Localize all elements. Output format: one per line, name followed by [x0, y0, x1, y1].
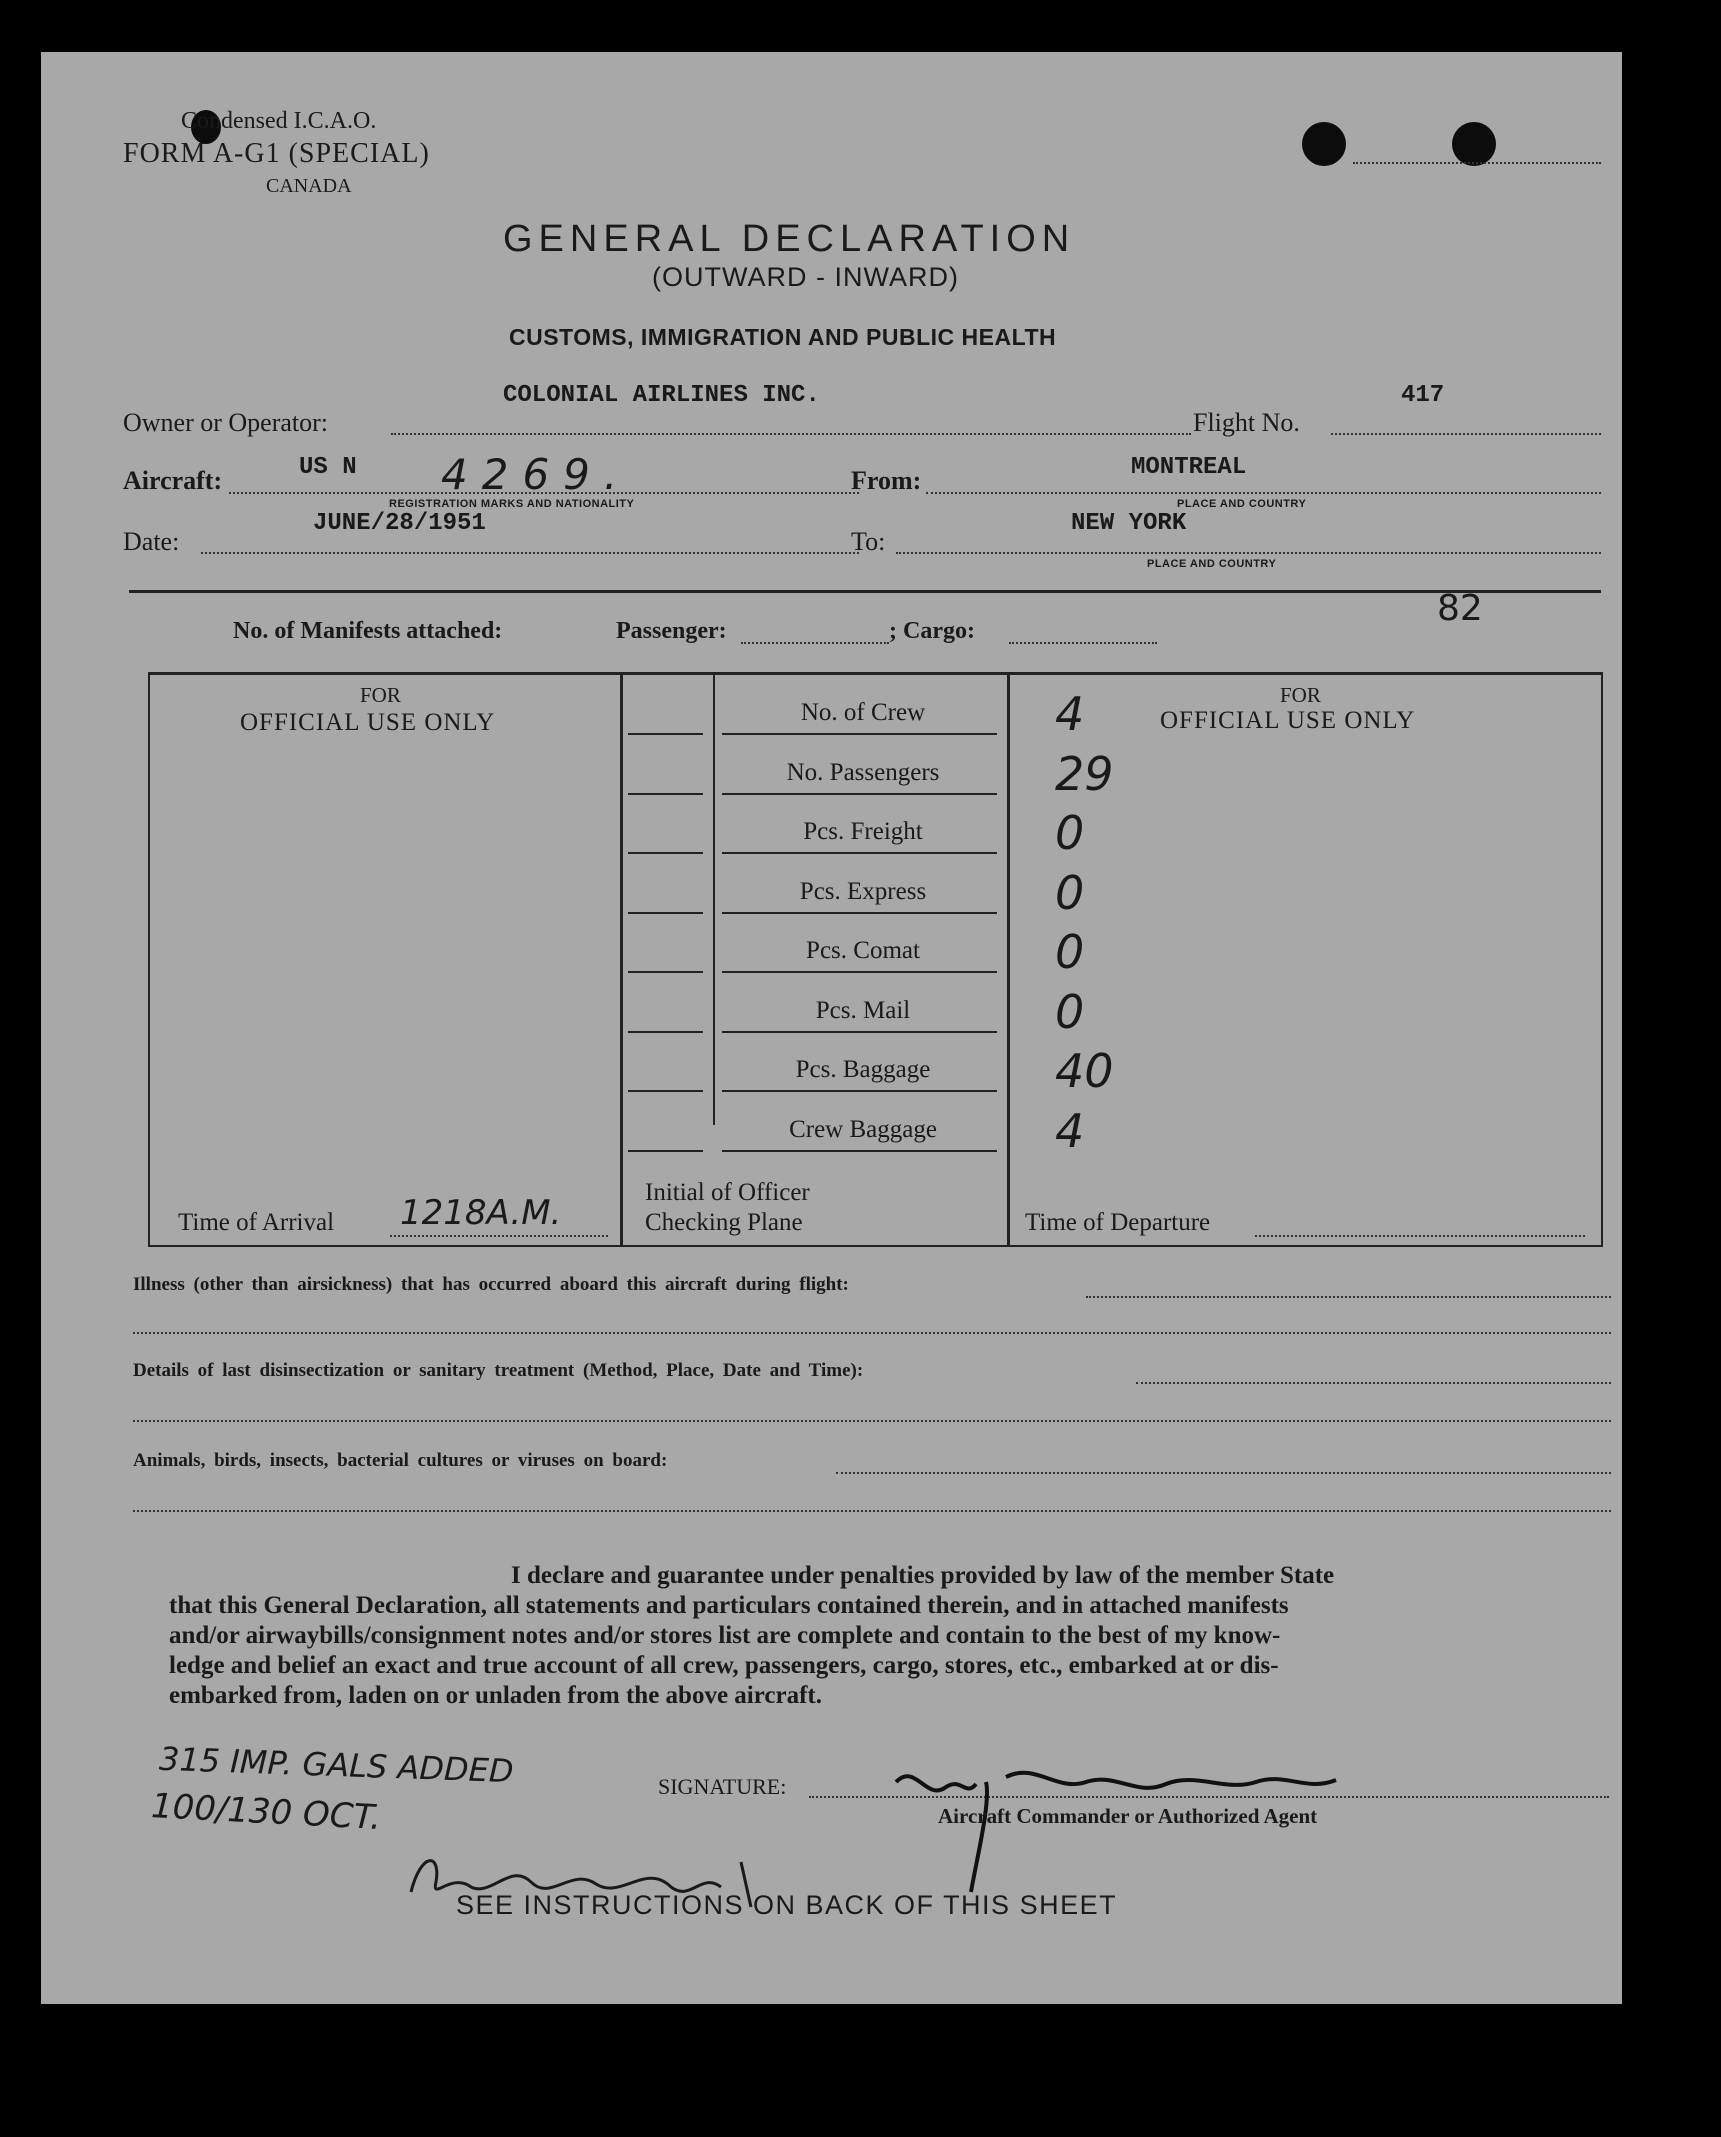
left-official-head-2: OFFICIAL USE ONLY	[240, 709, 496, 736]
signature-label: SIGNATURE:	[658, 1774, 787, 1799]
aircraft-number: 4269.	[441, 450, 632, 499]
row-value: 0	[1055, 984, 1085, 1039]
row-underline	[722, 912, 997, 914]
row-underline	[722, 1150, 997, 1152]
animals-line-1	[836, 1472, 1611, 1474]
disinsect-line-2	[133, 1420, 1611, 1422]
declaration-line-2: that this General Declaration, all statements and particulars contained therein, and in attached manifests	[169, 1592, 1289, 1619]
row-label: Crew Baggage	[789, 1115, 937, 1143]
right-official-head-1: FOR	[1280, 683, 1321, 707]
declaration-line-3: and/or airwaybills/consignment notes and/or stores list are complete and contain to the best of my know-	[169, 1622, 1281, 1649]
row-underline	[722, 733, 997, 735]
punch-hole-right-1	[1302, 122, 1346, 166]
to-value: NEW YORK	[1071, 510, 1187, 537]
from-value: MONTREAL	[1131, 454, 1247, 481]
row-short-line	[628, 793, 703, 795]
table-divider-2	[713, 675, 715, 1125]
row-underline	[722, 1090, 997, 1092]
top-right-dotted-line	[1353, 162, 1601, 164]
page-subheading: CUSTOMS, IMMIGRATION AND PUBLIC HEALTH	[509, 324, 1057, 350]
punch-hole-right-2	[1452, 122, 1496, 166]
date-label: Date:	[123, 527, 180, 556]
illness-line-1	[1086, 1296, 1611, 1298]
arrival-value: 1218A.M.	[400, 1193, 562, 1233]
animals-question: Animals, birds, insects, bacterial cultures or viruses on board:	[133, 1450, 668, 1471]
form-header-line-3: CANADA	[266, 175, 352, 197]
cargo-table	[148, 672, 1603, 1247]
row-underline	[722, 852, 997, 854]
fuel-note-1: 315 IMP. GALS ADDED	[158, 1739, 515, 1791]
table-divider-1	[620, 675, 623, 1245]
owner-label: Owner or Operator:	[123, 408, 329, 437]
row-value: 4	[1055, 687, 1085, 741]
row-underline	[722, 793, 997, 795]
table-divider-3	[1007, 675, 1010, 1245]
row-underline	[722, 971, 997, 973]
declaration-line-4: ledge and belief an exact and true account of all crew, passengers, cargo, stores, etc., embarked at or dis-	[169, 1652, 1279, 1679]
signature-caption: Aircraft Commander or Authorized Agent	[938, 1804, 1318, 1828]
arrival-line	[390, 1235, 608, 1237]
row-underline	[722, 1031, 997, 1033]
row-label: No. Passengers	[786, 758, 940, 786]
row-short-line	[628, 1031, 703, 1033]
row-label: Pcs. Freight	[803, 818, 923, 845]
aircraft-caption: REGISTRATION MARKS AND NATIONALITY	[389, 498, 635, 510]
cargo-manifest-label: ; Cargo:	[889, 618, 975, 644]
declaration-sheet	[41, 52, 1622, 2004]
row-short-line	[628, 733, 703, 735]
illness-question: Illness (other than airsickness) that has occurred aboard this aircraft during flight:	[133, 1274, 849, 1295]
row-value: 0	[1055, 865, 1085, 920]
aircraft-prefix: US N	[299, 454, 357, 481]
row-value: 29	[1055, 746, 1114, 801]
page-title: GENERAL DECLARATION	[503, 218, 1076, 260]
declaration-line-1: I declare and guarantee under penalties provided by law of the member State	[511, 1562, 1335, 1589]
row-value: 0	[1055, 925, 1085, 979]
flight-value: 417	[1401, 382, 1445, 409]
departure-line	[1255, 1235, 1585, 1237]
animals-line-2	[133, 1510, 1611, 1512]
row-value: 0	[1055, 806, 1085, 860]
flight-label: Flight No.	[1193, 408, 1300, 437]
from-label: From:	[851, 466, 922, 495]
page-subtitle: (OUTWARD - INWARD)	[652, 262, 959, 292]
row-label: Pcs. Mail	[815, 996, 911, 1024]
form-header-line-2: FORM A-G1 (SPECIAL)	[123, 138, 430, 169]
from-line	[926, 492, 1601, 494]
footer-instructions: SEE INSTRUCTIONS ON BACK OF THIS SHEET	[456, 1890, 1118, 1920]
row-label: Pcs. Express	[799, 877, 927, 905]
fuel-note-2: 100/130 OCT.	[150, 1786, 382, 1838]
disinsect-line-1	[1136, 1382, 1611, 1384]
to-line	[896, 552, 1601, 554]
officer-label-1: Initial of Officer	[645, 1179, 810, 1206]
row-short-line	[628, 912, 703, 914]
owner-line	[391, 433, 1191, 435]
illness-line-2	[133, 1332, 1611, 1334]
row-short-line	[628, 1150, 703, 1152]
header-divider	[129, 590, 1601, 593]
row-value: 4	[1055, 1103, 1085, 1158]
row-label: Pcs. Comat	[806, 937, 920, 964]
row-label: No. of Crew	[800, 699, 926, 726]
aircraft-label: Aircraft:	[123, 466, 223, 495]
flight-line	[1331, 433, 1601, 435]
row-short-line	[628, 852, 703, 854]
to-label: To:	[851, 527, 886, 556]
row-label: Pcs. Baggage	[795, 1056, 931, 1083]
arrival-label: Time of Arrival	[178, 1209, 335, 1236]
passenger-manifest-label: Passenger:	[616, 618, 727, 644]
from-caption: PLACE AND COUNTRY	[1177, 498, 1307, 510]
owner-value: COLONIAL AIRLINES INC.	[503, 382, 820, 409]
left-official-head-1: FOR	[360, 683, 401, 707]
form-header-line-1: Condensed I.C.A.O.	[181, 108, 377, 134]
disinsect-question: Details of last disinsectization or sanitary treatment (Method, Place, Date and Time):	[133, 1360, 864, 1381]
date-line	[201, 552, 859, 554]
row-short-line	[628, 1090, 703, 1092]
right-official-head-2: OFFICIAL USE ONLY	[1160, 707, 1416, 734]
row-short-line	[628, 971, 703, 973]
officer-label-2: Checking Plane	[645, 1209, 803, 1236]
departure-label: Time of Departure	[1025, 1209, 1211, 1236]
row-value: 40	[1055, 1044, 1114, 1098]
cargo-manifest-line	[1009, 642, 1157, 644]
declaration-line-5: embarked from, laden on or unladen from the above aircraft.	[169, 1682, 822, 1709]
to-caption: PLACE AND COUNTRY	[1147, 558, 1277, 570]
passenger-manifest-line	[741, 642, 889, 644]
page-number: 82	[1437, 588, 1483, 629]
manifests-label: No. of Manifests attached:	[233, 618, 503, 644]
date-value: JUNE/28/1951	[313, 510, 486, 537]
